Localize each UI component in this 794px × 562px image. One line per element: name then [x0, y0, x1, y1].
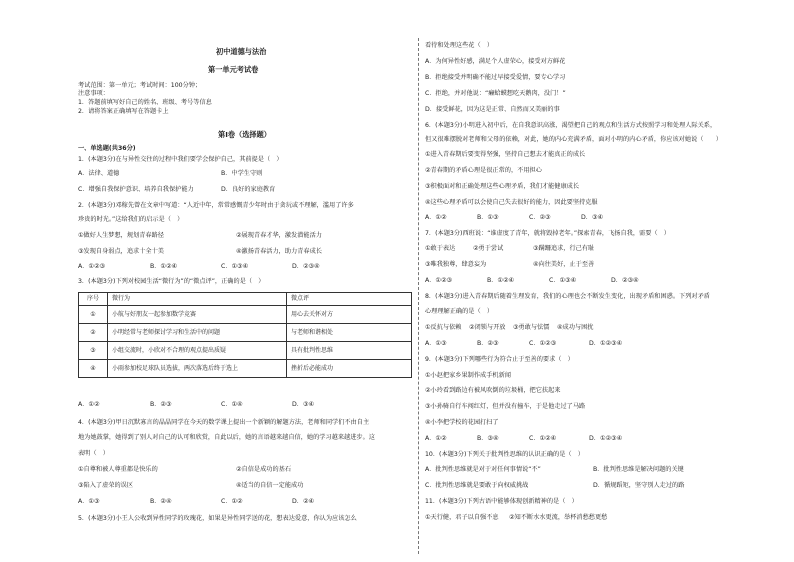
option-5d: D．接受鲜花，因为这是正常、自然而又美丽的事 [425, 106, 560, 113]
statement-8-3: ③勇敢与怯懦 [513, 324, 550, 331]
statement-9-2: ②小玲看到路边有被风吹倒的垃圾桶，把它扶起来 [425, 387, 561, 394]
statement-11-1: ①天行健，君子以自强不息 [425, 514, 499, 521]
table-row [79, 306, 412, 324]
option-8d: D．①②③④ [589, 340, 623, 347]
statement-6-2: ②青春期的矛盾心理是很正常的，不用担心 [425, 167, 542, 174]
table-cell: ① [79, 306, 108, 324]
question-4: 4．(本题3分)甲日沉默寡言的晶晶同学在今天的数学课上提出一个新颖的解题方法，老师和同学们不由自主 [78, 419, 370, 426]
option-10b: B．批判性思维是解决问题的关键 [593, 466, 684, 473]
table-cell: 小明经常与老师探讨学习和生活中的问题 [108, 324, 287, 342]
option-3c: C．①④ [221, 401, 243, 408]
question-11: 11．(本题3分)下列古语中能够体现创新精神的是（ ） [425, 498, 578, 505]
option-4b: B．②④ [150, 498, 172, 505]
statement-4-3: ③陷入了虚荣的误区 [78, 482, 134, 489]
option-9d: D．①②③④ [589, 435, 623, 442]
option-7d: D．②③④ [611, 277, 639, 284]
question-6-cont: 但又很难摆脱对老师和父母的依赖，对此，她的内心充满矛盾，面对小明的内心矛盾，你应该对她说（ ） [425, 136, 722, 143]
statement-6-1: ①进入青春期后要变得坚强，坚持自己想去才能真正的成长 [425, 151, 586, 158]
part-heading: 一、单选题(共36分) [78, 145, 136, 152]
table-cell: 小雨参加校足球队员选拔，两次落选后终于选上 [108, 360, 287, 378]
column-divider [418, 38, 419, 554]
table-header: 微点评 [287, 293, 412, 306]
option-1c: C．增强自我保护意识、培养自我保护能力 [78, 186, 194, 193]
option-6b: B．①③ [477, 214, 499, 221]
option-8c: C．①②③ [529, 340, 557, 347]
option-2d: D．②③④ [292, 263, 320, 270]
table-row [79, 360, 412, 378]
option-6c: C．②③ [529, 214, 551, 221]
question-4-cont: 地为她鼓掌，她得到了别人对自己的认可和欣赏，自此以后，她的言语越来越自信，她的学习越来越进步。这 [78, 434, 375, 441]
question-2-cont: 珍贵的时光。”这给我们的启示是（ ） [78, 216, 184, 223]
exam-meta: 考试范围：第一单元；考试时间：100分钟； [78, 82, 202, 89]
option-10d: D．循规蹈矩，坚守别人走过的路 [593, 482, 685, 489]
option-3a: A．①② [78, 401, 100, 408]
option-7c: C．①③④ [549, 277, 577, 284]
option-9b: B．③④ [477, 435, 499, 442]
question-10: 10．(本题3分)下列关于批判性思维的认识正确的是（ ） [425, 451, 584, 458]
statement-2-4: ④激扬青春活力，助力青春成长 [236, 248, 322, 255]
table-cell: 挫折后必能成功 [287, 360, 412, 378]
question-2: 2．(本题3分)邓稼先曾在文章中写道：“人近中年，常常感慨青少年时由于贪玩或不理解，滥用了许多 [78, 202, 354, 209]
option-1d: D．良好的家庭教育 [221, 186, 276, 193]
table-cell: 小航与好朋友一起参加数学竞赛 [108, 306, 287, 324]
exam-title: 初中道德与法治 [216, 47, 267, 56]
table-cell: 用心去关怀对方 [287, 306, 412, 324]
statement-7-5: ④向往美好，止于至善 [533, 261, 595, 268]
option-5b: B．拒绝接受并明确不能过早接受爱情，要专心学习 [425, 74, 566, 81]
statement-4-2: ②自信是成功的基石 [236, 466, 292, 473]
table-row [79, 324, 412, 342]
statement-8-2: ②闭锁与开放 [469, 324, 506, 331]
question-9: 9．(本题3分)下列哪些行为符合止于至善的要求（ ） [425, 356, 574, 363]
option-3d: D．③④ [292, 401, 315, 408]
table-cell: 具有批判性思维 [287, 342, 412, 360]
statement-2-2: ②展现青春才华，激发潜能活力 [236, 232, 322, 239]
table-cell: 与老师和谐相处 [287, 324, 412, 342]
question-5: 5．(本题3分)小王人公收到异性同学的玫瑰花，如果是异性同学送的花，想表达爱意，你认为应该怎么 [78, 515, 357, 522]
question-8: 8．(本题3分)进入青春期后随着生理发育，我们的心理也会不断发生变化，出现矛盾和困惑。下列对矛盾 [425, 293, 710, 300]
statement-11-2: ②知不断水水更流，举杯消愁愁更愁 [509, 514, 608, 521]
statement-7-1: ①敢于表达 [425, 245, 456, 252]
table-cell: ④ [79, 360, 108, 378]
notice-heading: 注意事项： [78, 90, 109, 97]
option-1b: B．中学生守则 [221, 170, 263, 177]
statement-9-1: ①小赵把家乡果制作成手机新闻 [425, 372, 511, 379]
option-10a: A．批判性思维就是对于对任何事情说“不” [425, 466, 541, 473]
option-2c: C．①③④ [221, 263, 249, 270]
table-header: 微行为 [108, 293, 287, 306]
option-5c: C．拒绝，并对他说：“癞蛤蟆想吃天鹅肉，没门！” [425, 90, 566, 97]
option-8b: B．②③ [477, 340, 499, 347]
question-3: 3．(本题3分)下列对校园生活“微行为”的“微点评”，正确的是（ ） [78, 278, 265, 285]
option-7b: B．①②④ [487, 277, 515, 284]
exam-subtitle: 第一单元考试卷 [208, 65, 259, 74]
option-7a: A．①②③ [425, 277, 453, 284]
table-cell: ② [79, 324, 108, 342]
option-2b: B．①②④ [150, 263, 178, 270]
option-10c: C．批判性思维就是要敢于向权威挑战 [425, 482, 529, 489]
option-4d: D．②④ [292, 498, 315, 505]
question-5-cont: 看待和处理这些花（ ） [425, 42, 494, 49]
question-6: 6．(本题3分)小明进入初中后，在自我意识高涨，渴望把自己的观点和生活方式按照学习和处理人际关系， [425, 122, 717, 129]
statement-6-3: ③积极面对和正确处理这些心理矛盾，我们才能健康成长 [425, 183, 580, 190]
question-7: 7．(本题3分)西班说：“谁虚度了青年，就将毁掉老年。”探索青春，飞扬自我，需要（ ） [425, 230, 670, 237]
option-3b: B．②③ [150, 401, 172, 408]
option-6d: D．③④ [581, 214, 604, 221]
option-9c: C．①②④ [529, 435, 557, 442]
option-2a: A．①②③ [78, 263, 106, 270]
option-5a: A．为何异性好感，满足个人虚荣心，接受对方鲜花 [425, 58, 566, 65]
statement-9-4: ④小李把学校的花园打扫了 [425, 419, 499, 426]
question-1: 1．(本题3分)在与异性交往的过程中我们要学会保护自己，其前提是（ ） [78, 156, 283, 163]
table-header: 序号 [79, 293, 108, 306]
table-row [79, 342, 412, 360]
statement-8-1: ①反抗与依赖 [425, 324, 462, 331]
option-6a: A．①② [425, 214, 447, 221]
statement-7-4: ③唯我独尊，肆意妄为 [425, 261, 487, 268]
micro-behavior-table [78, 292, 412, 378]
table-header-row [79, 293, 412, 306]
table-cell: ③ [79, 342, 108, 360]
question-8-cont: 心理理解正确的是（ ） [425, 308, 494, 315]
statement-2-1: ①做好人生梦想，规划青春路径 [78, 232, 164, 239]
statement-7-2: ②勇于尝试 [473, 245, 504, 252]
notice-item: 1．答题前填写好自己的姓名、班级、考号等信息 [78, 99, 212, 106]
statement-8-4: ④成功与困扰 [557, 324, 594, 331]
statement-2-3: ③发现自身弱点，追求十全十美 [78, 248, 164, 255]
option-4a: A．①③ [78, 498, 100, 505]
statement-6-4: ④这些心理矛盾可以会使自己失去很好的能力，因此要坚持克服 [425, 199, 598, 206]
option-8a: A．①③ [425, 340, 447, 347]
option-1a: A．法律、道德 [78, 170, 120, 177]
section-title: 第I卷（选择题） [218, 130, 271, 139]
option-9a: A．①② [425, 435, 447, 442]
statement-4-1: ①自尊和被人尊重都是快乐的 [78, 466, 158, 473]
notice-item: 2．请将答案正确填写在答题卡上 [78, 108, 169, 115]
statement-4-4: ④适当的自信一定能成功 [236, 482, 304, 489]
statement-7-3: ③蹒跚追求，行己有耻 [533, 245, 595, 252]
option-4c: C．①② [221, 498, 243, 505]
statement-9-3: ③小孙骑自行车闯红灯，但并没有撞车，于是他走过了马路 [425, 403, 586, 410]
table-cell: 小组交流时，小欣对不合理的观点提出质疑 [108, 342, 287, 360]
question-4-cont: 表明（ ） [78, 450, 109, 457]
